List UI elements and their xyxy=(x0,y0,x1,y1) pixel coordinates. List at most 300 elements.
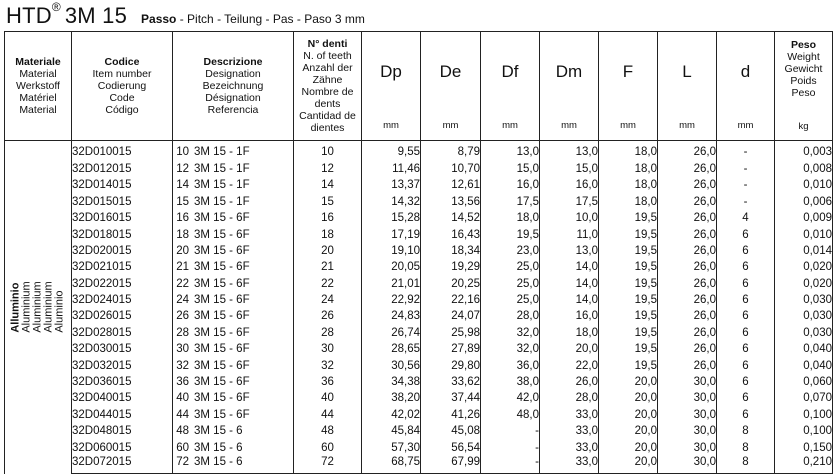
cell-dp: 57,30 xyxy=(362,440,421,456)
cell-code: 32D016015 xyxy=(72,210,173,226)
cell-df: - xyxy=(481,456,540,473)
cell-f: 19,5 xyxy=(599,292,658,308)
cell-description xyxy=(173,342,294,358)
header-row xyxy=(5,32,833,141)
header-desc-line: Bezeichnung xyxy=(202,80,264,92)
description-size: 48 xyxy=(176,425,189,438)
cell-teeth: 16 xyxy=(294,210,362,226)
cell-dm: 20,0 xyxy=(540,342,599,358)
cell-f: 19,5 xyxy=(599,260,658,276)
material-translation: Aluminium xyxy=(20,281,33,333)
description-type: 3M 15 - 6 xyxy=(194,425,243,438)
cell-code: 32D012015 xyxy=(72,161,173,177)
cell-de: 20,25 xyxy=(421,276,481,292)
header-teeth-line: Cantidad de xyxy=(299,110,356,122)
cell-dm: 13,0 xyxy=(540,243,599,259)
header-teeth-line: Anzahl der xyxy=(302,62,353,74)
table-row xyxy=(5,161,833,177)
cell-code: 32D030015 xyxy=(72,342,173,358)
table-row xyxy=(5,391,833,407)
description-type: 3M 15 - 1F xyxy=(194,146,250,159)
header-material-line: Material xyxy=(19,104,57,116)
cell-description xyxy=(173,141,294,162)
header-code-line: Código xyxy=(105,104,139,116)
series-name: 3M 15 xyxy=(64,3,128,28)
cell-l: 26,0 xyxy=(658,358,717,374)
description-type: 3M 15 - 6F xyxy=(194,326,250,339)
cell-df: 23,0 xyxy=(481,243,540,259)
cell-l: 26,0 xyxy=(658,260,717,276)
cell-de: 16,43 xyxy=(421,227,481,243)
cell-dp: 21,01 xyxy=(362,276,421,292)
cell-l: 30,0 xyxy=(658,456,717,473)
header-peso-line: Weight xyxy=(787,51,820,63)
header-weight-unit: kg xyxy=(798,121,809,132)
cell-df: 48,0 xyxy=(481,407,540,423)
cell-weight: 0,040 xyxy=(775,358,833,374)
cell-de: 56,54 xyxy=(421,440,481,456)
header-code-line: Codierung xyxy=(97,80,147,92)
table-row xyxy=(5,342,833,358)
cell-dm: 33,0 xyxy=(540,456,599,473)
cell-de: 22,16 xyxy=(421,292,481,308)
cell-description xyxy=(173,358,294,374)
header-f xyxy=(599,32,658,141)
cell-df: 18,0 xyxy=(481,210,540,226)
description-size: 32 xyxy=(176,359,189,372)
cell-de: 12,61 xyxy=(421,178,481,194)
header-de-unit: mm xyxy=(442,120,459,131)
cell-f: 19,5 xyxy=(599,358,658,374)
cell-d: 8 xyxy=(717,456,775,473)
cell-dm: 13,0 xyxy=(540,141,599,162)
description-size: 36 xyxy=(176,376,189,389)
cell-dp: 28,65 xyxy=(362,342,421,358)
header-f-symbol: F xyxy=(622,62,634,81)
material-translation: Aluminio xyxy=(53,290,66,333)
cell-dm: 26,0 xyxy=(540,374,599,390)
cell-de: 33,62 xyxy=(421,374,481,390)
table-row xyxy=(5,407,833,423)
header-code-title: Codice xyxy=(104,56,140,68)
table-row xyxy=(5,358,833,374)
description-type: 3M 15 - 6F xyxy=(194,244,250,257)
header-dm-unit: mm xyxy=(561,120,577,131)
cell-description xyxy=(173,227,294,243)
cell-dm: 11,0 xyxy=(540,227,599,243)
material-translation: Aluminium xyxy=(31,281,44,333)
cell-description xyxy=(173,276,294,292)
cell-weight: 0,070 xyxy=(775,391,833,407)
cell-f: 19,5 xyxy=(599,276,658,292)
header-desc-title: Descrizione xyxy=(203,56,263,68)
product-title xyxy=(6,0,128,29)
cell-dm: 18,0 xyxy=(540,325,599,341)
cell-description xyxy=(173,456,294,473)
cell-weight: 0,020 xyxy=(775,276,833,292)
header-weight xyxy=(775,32,833,141)
cell-dp: 42,02 xyxy=(362,407,421,423)
header-material-title: Materiale xyxy=(15,56,61,68)
cell-d: - xyxy=(717,161,775,177)
description-size: 28 xyxy=(176,326,189,339)
cell-df: 25,0 xyxy=(481,260,540,276)
description-type: 3M 15 - 1F xyxy=(194,162,250,175)
header-peso-line: Poids xyxy=(790,75,817,87)
cell-d: 6 xyxy=(717,309,775,325)
cell-d: 8 xyxy=(717,424,775,440)
cell-dm: 22,0 xyxy=(540,358,599,374)
header-material-line: Material xyxy=(19,68,57,80)
cell-code: 32D072015 xyxy=(72,456,173,473)
cell-code: 32D026015 xyxy=(72,309,173,325)
table-row xyxy=(5,276,833,292)
cell-description xyxy=(173,407,294,423)
description-type: 3M 15 - 6 xyxy=(194,441,243,454)
cell-df: 32,0 xyxy=(481,342,540,358)
cell-description xyxy=(173,374,294,390)
cell-teeth: 10 xyxy=(294,141,362,162)
cell-l: 26,0 xyxy=(658,342,717,358)
header-peso-line: Peso xyxy=(791,87,816,99)
cell-code: 32D060015 xyxy=(72,440,173,456)
description-type: 3M 15 - 6 xyxy=(194,456,243,469)
header-d-symbol: d xyxy=(740,62,751,81)
cell-l: 26,0 xyxy=(658,325,717,341)
description-type: 3M 15 - 6F xyxy=(194,343,250,356)
cell-weight: 0,210 xyxy=(775,456,833,473)
header-code xyxy=(72,32,173,141)
header-teeth xyxy=(294,32,362,141)
header-teeth-line: dientes xyxy=(310,122,345,134)
cell-dm: 28,0 xyxy=(540,391,599,407)
cell-dp: 24,83 xyxy=(362,309,421,325)
header-teeth-title: N° denti xyxy=(307,38,348,50)
cell-teeth: 21 xyxy=(294,260,362,276)
cell-dm: 15,0 xyxy=(540,161,599,177)
cell-weight: 0,003 xyxy=(775,141,833,162)
table-row xyxy=(5,141,833,162)
cell-df: 28,0 xyxy=(481,309,540,325)
cell-dm: 14,0 xyxy=(540,276,599,292)
table-row xyxy=(5,178,833,194)
description-size: 15 xyxy=(176,195,189,208)
cell-dp: 15,28 xyxy=(362,210,421,226)
cell-d: - xyxy=(717,194,775,210)
cell-l: 26,0 xyxy=(658,292,717,308)
header-d-unit: mm xyxy=(737,120,754,131)
cell-l: 26,0 xyxy=(658,194,717,210)
cell-de: 67,99 xyxy=(421,456,481,473)
cell-l: 26,0 xyxy=(658,210,717,226)
header-de-symbol: De xyxy=(439,62,462,81)
cell-de: 13,56 xyxy=(421,194,481,210)
cell-description xyxy=(173,424,294,440)
description-type: 3M 15 - 6F xyxy=(194,408,250,421)
table-row xyxy=(5,456,833,473)
cell-df: 25,0 xyxy=(481,292,540,308)
cell-dm: 10,0 xyxy=(540,210,599,226)
cell-code: 32D024015 xyxy=(72,292,173,308)
table-row xyxy=(5,260,833,276)
cell-weight: 0,010 xyxy=(775,227,833,243)
header-desc-line: Referencia xyxy=(207,104,259,116)
header-dp-unit: mm xyxy=(383,120,399,131)
cell-dm: 17,5 xyxy=(540,194,599,210)
product-name: HTD xyxy=(6,3,52,28)
cell-dp: 14,32 xyxy=(362,194,421,210)
cell-f: 18,0 xyxy=(599,161,658,177)
cell-d: 6 xyxy=(717,243,775,259)
header-df xyxy=(481,32,540,141)
cell-f: 20,0 xyxy=(599,374,658,390)
cell-weight: 0,100 xyxy=(775,407,833,423)
cell-df: 13,0 xyxy=(481,141,540,162)
cell-weight: 0,014 xyxy=(775,243,833,259)
description-size: 60 xyxy=(176,441,189,454)
cell-df: 36,0 xyxy=(481,358,540,374)
cell-teeth: 40 xyxy=(294,391,362,407)
cell-df: 16,0 xyxy=(481,178,540,194)
cell-l: 30,0 xyxy=(658,424,717,440)
cell-description xyxy=(173,161,294,177)
cell-weight: 0,030 xyxy=(775,309,833,325)
description-size: 24 xyxy=(176,294,189,307)
cell-d: 6 xyxy=(717,325,775,341)
material-name: Alluminio xyxy=(9,282,22,333)
cell-dp: 45,84 xyxy=(362,424,421,440)
cell-code: 32D010015 xyxy=(72,141,173,162)
table-row xyxy=(5,325,833,341)
header-teeth-line: dents xyxy=(314,98,341,110)
cell-de: 41,26 xyxy=(421,407,481,423)
cell-dm: 16,0 xyxy=(540,309,599,325)
description-size: 10 xyxy=(176,146,189,159)
description-type: 3M 15 - 1F xyxy=(194,195,250,208)
cell-description xyxy=(173,194,294,210)
description-type: 3M 15 - 1F xyxy=(194,179,250,192)
cell-weight: 0,100 xyxy=(775,424,833,440)
cell-dp: 11,46 xyxy=(362,161,421,177)
cell-dm: 16,0 xyxy=(540,178,599,194)
cell-df: - xyxy=(481,440,540,456)
cell-dp: 34,38 xyxy=(362,374,421,390)
cell-f: 19,5 xyxy=(599,342,658,358)
cell-weight: 0,030 xyxy=(775,292,833,308)
cell-dm: 33,0 xyxy=(540,424,599,440)
cell-dp: 19,10 xyxy=(362,243,421,259)
description-size: 44 xyxy=(176,408,189,421)
cell-l: 26,0 xyxy=(658,276,717,292)
cell-l: 30,0 xyxy=(658,440,717,456)
cell-code: 32D020015 xyxy=(72,243,173,259)
description-size: 12 xyxy=(176,162,189,175)
cell-d: 6 xyxy=(717,407,775,423)
table-row xyxy=(5,243,833,259)
table-body xyxy=(5,141,833,474)
cell-f: 19,5 xyxy=(599,325,658,341)
cell-dp: 20,05 xyxy=(362,260,421,276)
cell-weight: 0,060 xyxy=(775,374,833,390)
cell-weight: 0,020 xyxy=(775,260,833,276)
header-de xyxy=(421,32,481,141)
header-dp xyxy=(362,32,421,141)
table-row xyxy=(5,374,833,390)
table-row xyxy=(5,227,833,243)
description-type: 3M 15 - 6F xyxy=(194,359,250,372)
cell-d: 6 xyxy=(717,292,775,308)
description-size: 14 xyxy=(176,179,189,192)
cell-f: 18,0 xyxy=(599,194,658,210)
cell-l: 30,0 xyxy=(658,374,717,390)
cell-dm: 14,0 xyxy=(540,292,599,308)
cell-weight: 0,009 xyxy=(775,210,833,226)
cell-code: 32D040015 xyxy=(72,391,173,407)
cell-teeth: 36 xyxy=(294,374,362,390)
cell-f: 19,5 xyxy=(599,309,658,325)
cell-teeth: 20 xyxy=(294,243,362,259)
cell-de: 29,80 xyxy=(421,358,481,374)
cell-df: 32,0 xyxy=(481,325,540,341)
cell-d: 6 xyxy=(717,374,775,390)
cell-f: 20,0 xyxy=(599,440,658,456)
cell-df: 19,5 xyxy=(481,227,540,243)
cell-weight: 0,150 xyxy=(775,440,833,456)
description-size: 40 xyxy=(176,392,189,405)
cell-description xyxy=(173,309,294,325)
cell-de: 14,52 xyxy=(421,210,481,226)
cell-code: 32D044015 xyxy=(72,407,173,423)
cell-code: 32D048015 xyxy=(72,424,173,440)
cell-teeth: 18 xyxy=(294,227,362,243)
cell-weight: 0,008 xyxy=(775,161,833,177)
cell-dp: 30,56 xyxy=(362,358,421,374)
description-type: 3M 15 - 6F xyxy=(194,212,250,225)
cell-teeth: 15 xyxy=(294,194,362,210)
cell-l: 26,0 xyxy=(658,178,717,194)
material-cell xyxy=(5,141,72,474)
description-type: 3M 15 - 6F xyxy=(194,261,250,274)
cell-description xyxy=(173,178,294,194)
description-type: 3M 15 - 6F xyxy=(194,392,250,405)
cell-f: 20,0 xyxy=(599,424,658,440)
description-size: 26 xyxy=(176,310,189,323)
cell-dm: 14,0 xyxy=(540,260,599,276)
cell-f: 18,0 xyxy=(599,178,658,194)
cell-code: 32D036015 xyxy=(72,374,173,390)
header-code-line: Code xyxy=(109,92,135,104)
cell-f: 19,5 xyxy=(599,210,658,226)
cell-dm: 33,0 xyxy=(540,407,599,423)
cell-d: 6 xyxy=(717,342,775,358)
cell-f: 20,0 xyxy=(599,407,658,423)
cell-teeth: 12 xyxy=(294,161,362,177)
table-row xyxy=(5,424,833,440)
cell-d: 6 xyxy=(717,260,775,276)
cell-de: 27,89 xyxy=(421,342,481,358)
table-row xyxy=(5,210,833,226)
cell-teeth: 60 xyxy=(294,440,362,456)
cell-d: 6 xyxy=(717,227,775,243)
header-l-unit: mm xyxy=(679,120,695,131)
registered-mark: ® xyxy=(51,0,61,14)
cell-code: 32D021015 xyxy=(72,260,173,276)
cell-teeth: 30 xyxy=(294,342,362,358)
cell-l: 30,0 xyxy=(658,407,717,423)
header-l xyxy=(658,32,717,141)
cell-de: 10,70 xyxy=(421,161,481,177)
cell-df: - xyxy=(481,424,540,440)
cell-weight: 0,030 xyxy=(775,325,833,341)
header-teeth-line: Nombre de xyxy=(301,86,354,98)
header-teeth-line: Zähne xyxy=(312,74,343,86)
cell-l: 26,0 xyxy=(658,243,717,259)
description-type: 3M 15 - 6F xyxy=(194,310,250,323)
header-df-symbol: Df xyxy=(501,62,519,81)
cell-de: 18,34 xyxy=(421,243,481,259)
cell-df: 38,0 xyxy=(481,374,540,390)
description-type: 3M 15 - 6F xyxy=(194,277,250,290)
table-row xyxy=(5,292,833,308)
cell-description xyxy=(173,325,294,341)
header-f-unit: mm xyxy=(620,120,636,131)
cell-description xyxy=(173,210,294,226)
description-size: 18 xyxy=(176,228,189,241)
description-size: 16 xyxy=(176,212,189,225)
cell-dp: 13,37 xyxy=(362,178,421,194)
header-code-line: Item number xyxy=(92,68,152,80)
cell-l: 30,0 xyxy=(658,391,717,407)
cell-l: 26,0 xyxy=(658,227,717,243)
material-translation: Aluminium xyxy=(42,281,55,333)
cell-de: 45,08 xyxy=(421,424,481,440)
page-title xyxy=(6,0,365,31)
description-size: 21 xyxy=(176,261,189,274)
description-type: 3M 15 - 6F xyxy=(194,376,250,389)
description-size: 20 xyxy=(176,244,189,257)
cell-code: 32D028015 xyxy=(72,325,173,341)
cell-d: 6 xyxy=(717,358,775,374)
cell-f: 20,0 xyxy=(599,456,658,473)
header-l-symbol: L xyxy=(682,62,692,81)
cell-de: 19,29 xyxy=(421,260,481,276)
description-type: 3M 15 - 6F xyxy=(194,294,250,307)
pitch-translations: - Pitch - Teilung - Pas - Paso 3 mm xyxy=(176,12,365,26)
cell-code: 32D014015 xyxy=(72,178,173,194)
cell-dp: 26,74 xyxy=(362,325,421,341)
cell-de: 24,07 xyxy=(421,309,481,325)
cell-teeth: 32 xyxy=(294,358,362,374)
table-row xyxy=(5,309,833,325)
description-type: 3M 15 - 6F xyxy=(194,228,250,241)
cell-d: 6 xyxy=(717,276,775,292)
cell-teeth: 22 xyxy=(294,276,362,292)
header-teeth-line: N. of teeth xyxy=(303,50,352,62)
cell-code: 32D015015 xyxy=(72,194,173,210)
cell-code: 32D018015 xyxy=(72,227,173,243)
cell-f: 20,0 xyxy=(599,391,658,407)
cell-d: 6 xyxy=(717,391,775,407)
cell-description xyxy=(173,391,294,407)
cell-dp: 9,55 xyxy=(362,141,421,162)
cell-code: 32D022015 xyxy=(72,276,173,292)
header-df-unit: mm xyxy=(502,120,518,131)
cell-dp: 68,75 xyxy=(362,456,421,473)
cell-code: 32D032015 xyxy=(72,358,173,374)
header-dm-symbol: Dm xyxy=(555,62,583,81)
cell-l: 26,0 xyxy=(658,309,717,325)
table-row xyxy=(5,440,833,456)
